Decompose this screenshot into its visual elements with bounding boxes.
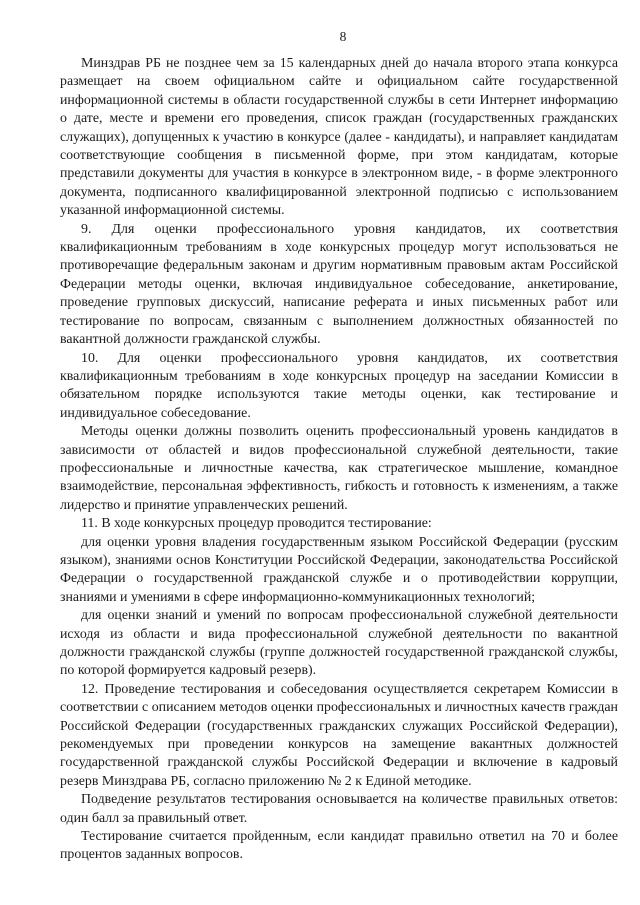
document-body: [60, 55, 618, 865]
paragraph-10-mandatory-methods: 10. Для оценки профессионального уровня кандидатов, их соответствия квалификационным требованиям в ходе конкурсных процедур на заседании Комиссии в обязательном порядке используются такие методы оценки, как тестирование и индивидуальное собеседование.: [60, 350, 618, 421]
paragraph-9-assessment-methods: 9. Для оценки профессионального уровня кандидатов, их соответствия квалификационным требованиям в ходе конкурсных процедур могут использоваться не противоречащие федеральным законам и другим нормативным правовым актам Российской Федерации методы оценки, включая индивидуальное собеседование, анкетирование, проведение групповых дискуссий, написание реферата и иных письменных работ или тестирование по вопросам, связанным с выполнением должностных обязанностей по вакантной должности гражданской службы.: [60, 221, 618, 348]
paragraph-testing-professional: для оценки знаний и умений по вопросам профессиональной служебной деятельности исходя из области и вида профессиональной служебной деятельности по вакантной должности гражданской службы (группе должностей государственной гражданской службы, по которой формируется кадровый резерв).: [60, 608, 618, 679]
page-number: 8: [339, 29, 347, 44]
paragraph-pass-threshold: Тестирование считается пройденным, если кандидат правильно ответил на 70 и более процентов заданных вопросов.: [60, 829, 618, 863]
paragraph-results-scoring: Подведение результатов тестирования основывается на количестве правильных ответов: один балл за правильный ответ.: [60, 792, 618, 826]
paragraph-testing-language-law: для оценки уровня владения государственным языком Российской Федерации (русским языком), знаниями основ Конституции Российской Федерации, законодательства Российской Федерации о государственной гражданской службе и о противодействии коррупции, знаниями и умениями в сфере информационно-коммуникационных технологий;: [60, 534, 618, 605]
paragraph-12-conduct: 12. Проведение тестирования и собеседования осуществляется секретарем Комиссии в соответствии с описанием методов оценки профессиональных и личностных качеств граждан Российской Федерации (государственных гражданских служащих Российской Федерации), рекомендуемых при проведении конкурсов на замещение вакантных должностей государственной гражданской службы Российской Федерации и включение в кадровый резерв Минздрава РБ, согласно приложению № 2 к Единой методике.: [60, 681, 618, 789]
paragraph-11-testing: 11. В ходе конкурсных процедур проводится тестирование:: [81, 516, 432, 532]
paragraph-methods-evaluation: Методы оценки должны позволить оценить профессиональный уровень кандидатов в зависимости от областей и видов профессиональной служебной деятельности, такие профессиональные и личностные качества, как стратегическое мышление, командное взаимодействие, персональная эффективность, гибкость и готовность к изменениям, а также лидерство и принятие управленческих решений.: [60, 424, 618, 513]
paragraph-candidates-notice: Минздрав РБ не позднее чем за 15 календарных дней до начала второго этапа конкурса размещает на своем официальном сайте и официальном сайте государственной информационной системы в области государственной службы в сети Интернет информацию о дате, месте и времени его проведения, список граждан (государственных гражданских служащих), допущенных к участию в конкурсе (далее - кандидаты), и направляет кандидатам соответствующие сообщения в письменной форме, при этом кандидатам, которые представили документы для участия в конкурсе в электронном виде, - в форме электронного документа, подписанного квалифицированной электронной подписью с использованием указанной информационной системы.: [60, 56, 618, 219]
